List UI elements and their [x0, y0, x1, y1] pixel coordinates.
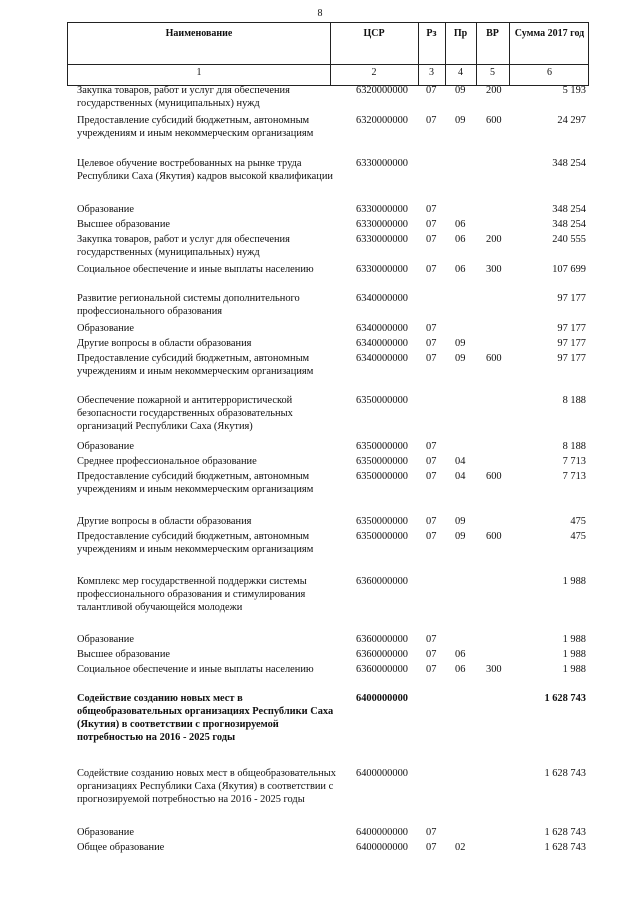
row-rz: 07: [426, 664, 437, 675]
row-vr: 600: [486, 353, 502, 364]
page-number: 8: [317, 8, 323, 19]
row-name: Другие вопросы в области образования: [77, 516, 252, 527]
row-sum: 7 713: [562, 456, 586, 467]
row-csr: 6350000000: [356, 516, 408, 527]
row-csr: 6400000000: [356, 693, 408, 704]
row-rz: 07: [426, 353, 437, 364]
row-vr: 300: [486, 264, 502, 275]
row-csr: 6350000000: [356, 441, 408, 452]
row-name: Высшее образование: [77, 219, 170, 230]
row-csr: 6330000000: [356, 234, 408, 245]
row-vr: 300: [486, 664, 502, 675]
row-pr: 06: [455, 264, 466, 275]
row-name: Предоставление субсидий бюджетным, автономным учреждениям и иным некоммерческим организациям: [77, 353, 314, 377]
header-vr: ВР: [486, 28, 499, 39]
row-name: Социальное обеспечение и иные выплаты населению: [77, 664, 314, 675]
row-sum: 1 628 743: [544, 768, 586, 779]
row-sum: 8 188: [562, 441, 586, 452]
row-name: Обеспечение пожарной и антитеррористической безопасности государственных образовательных организаций Республики Саха (Якутия): [77, 395, 293, 432]
row-name: Предоставление субсидий бюджетным, автономным учреждениям и иным некоммерческим организациям: [77, 531, 314, 555]
row-pr: 09: [455, 338, 466, 349]
row-rz: 07: [426, 471, 437, 482]
row-pr: 09: [455, 353, 466, 364]
row-sum: 348 254: [552, 204, 586, 215]
row-pr: 06: [455, 219, 466, 230]
row-rz: 07: [426, 219, 437, 230]
row-sum: 1 988: [562, 664, 586, 675]
row-sum: 1 988: [562, 634, 586, 645]
row-sum: 240 555: [552, 234, 586, 245]
row-csr: 6360000000: [356, 634, 408, 645]
row-csr: 6400000000: [356, 768, 408, 779]
header-name: Наименование: [165, 28, 233, 39]
row-sum: 5 193: [562, 85, 586, 96]
row-name: Содействие созданию новых мест в общеобразовательных организациях Республики Саха (Якутия) в соответствии с прогнозируемой потребностью на 2016 - 2025 годы: [77, 693, 334, 743]
row-csr: 6360000000: [356, 576, 408, 587]
row-csr: 6400000000: [356, 842, 408, 853]
row-pr: 09: [455, 115, 466, 126]
header-num-1: 1: [196, 67, 202, 78]
row-rz: 07: [426, 456, 437, 467]
header-num-3: 3: [429, 67, 434, 78]
row-sum: 1 628 743: [544, 693, 586, 704]
row-name: Закупка товаров, работ и услуг для обеспечения государственных (муниципальных) нужд: [77, 234, 290, 258]
row-csr: 6360000000: [356, 649, 408, 660]
row-sum: 97 177: [557, 323, 586, 334]
header-sum: Сумма 2017 год: [514, 28, 585, 39]
row-sum: 97 177: [557, 353, 586, 364]
row-name: Социальное обеспечение и иные выплаты населению: [77, 264, 314, 275]
header-num-4: 4: [458, 67, 463, 78]
row-rz: 07: [426, 85, 437, 96]
row-sum: 475: [570, 531, 586, 542]
row-csr: 6330000000: [356, 158, 408, 169]
row-vr: 600: [486, 471, 502, 482]
row-csr: 6330000000: [356, 264, 408, 275]
row-rz: 07: [426, 323, 437, 334]
row-pr: 04: [455, 456, 466, 467]
row-name: Среднее профессиональное образование: [77, 456, 257, 467]
row-rz: 07: [426, 516, 437, 527]
row-name: Образование: [77, 634, 134, 645]
row-name: Предоставление субсидий бюджетным, автономным учреждениям и иным некоммерческим организациям: [77, 471, 314, 495]
row-pr: 09: [455, 516, 466, 527]
row-sum: 8 188: [562, 395, 586, 406]
row-rz: 07: [426, 827, 437, 838]
row-csr: 6350000000: [356, 531, 408, 542]
row-rz: 07: [426, 441, 437, 452]
row-vr: 200: [486, 234, 502, 245]
row-sum: 1 988: [562, 576, 586, 587]
row-pr: 09: [455, 85, 466, 96]
row-rz: 07: [426, 649, 437, 660]
row-csr: 6330000000: [356, 204, 408, 215]
row-sum: 348 254: [552, 158, 586, 169]
row-pr: 09: [455, 531, 466, 542]
row-vr: 600: [486, 531, 502, 542]
row-csr: 6350000000: [356, 395, 408, 406]
row-rz: 07: [426, 531, 437, 542]
row-csr: 6340000000: [356, 353, 408, 364]
row-sum: 1 628 743: [544, 842, 586, 853]
row-csr: 6350000000: [356, 456, 408, 467]
row-csr: 6330000000: [356, 219, 408, 230]
header-rz: Рз: [426, 28, 437, 39]
row-name: Содействие созданию новых мест в общеобразовательных организациях Республики Саха (Якутия) в соответствии с прогнозируемой потребностью на 2016 - 2025 годы: [77, 768, 336, 805]
row-name: Образование: [77, 441, 134, 452]
row-pr: 02: [455, 842, 466, 853]
row-rz: 07: [426, 264, 437, 275]
row-vr: 600: [486, 115, 502, 126]
row-sum: 1 988: [562, 649, 586, 660]
row-rz: 07: [426, 338, 437, 349]
row-name: Закупка товаров, работ и услуг для обеспечения государственных (муниципальных) нужд: [77, 85, 290, 109]
row-sum: 107 699: [552, 264, 586, 275]
row-csr: 6340000000: [356, 323, 408, 334]
row-csr: 6400000000: [356, 827, 408, 838]
row-csr: 6340000000: [356, 338, 408, 349]
row-name: Целевое обучение востребованных на рынке труда Республики Саха (Якутия) кадров высокой квалификации: [77, 158, 333, 182]
row-name: Высшее образование: [77, 649, 170, 660]
row-name: Предоставление субсидий бюджетным, автономным учреждениям и иным некоммерческим организациям: [77, 115, 314, 139]
row-name: Другие вопросы в области образования: [77, 338, 252, 349]
row-sum: 1 628 743: [544, 827, 586, 838]
row-sum: 7 713: [562, 471, 586, 482]
row-name: Комплекс мер государственной поддержки системы профессионального образования и стимулирования талантливой обучающейся молодежи: [77, 576, 307, 613]
row-pr: 04: [455, 471, 466, 482]
header-num-5: 5: [490, 67, 495, 78]
row-csr: 6320000000: [356, 115, 408, 126]
row-sum: 475: [570, 516, 586, 527]
row-sum: 97 177: [557, 293, 586, 304]
row-pr: 06: [455, 234, 466, 245]
row-name: Образование: [77, 204, 134, 215]
row-sum: 97 177: [557, 338, 586, 349]
row-vr: 200: [486, 85, 502, 96]
row-csr: 6340000000: [356, 293, 408, 304]
row-pr: 06: [455, 664, 466, 675]
row-rz: 07: [426, 204, 437, 215]
header-num-6: 6: [547, 67, 552, 78]
row-sum: 348 254: [552, 219, 586, 230]
header-csr: ЦСР: [363, 28, 385, 39]
row-sum: 24 297: [557, 115, 586, 126]
header-pr: Пр: [453, 28, 468, 39]
row-pr: 06: [455, 649, 466, 660]
row-rz: 07: [426, 234, 437, 245]
row-name: Образование: [77, 323, 134, 334]
row-name: Образование: [77, 827, 134, 838]
row-name: Развитие региональной системы дополнительного профессионального образования: [77, 293, 300, 317]
row-rz: 07: [426, 842, 437, 853]
row-rz: 07: [426, 634, 437, 645]
row-csr: 6320000000: [356, 85, 408, 96]
row-rz: 07: [426, 115, 437, 126]
row-csr: 6350000000: [356, 471, 408, 482]
header-num-2: 2: [371, 67, 377, 78]
row-name: Общее образование: [77, 842, 165, 853]
row-csr: 6360000000: [356, 664, 408, 675]
